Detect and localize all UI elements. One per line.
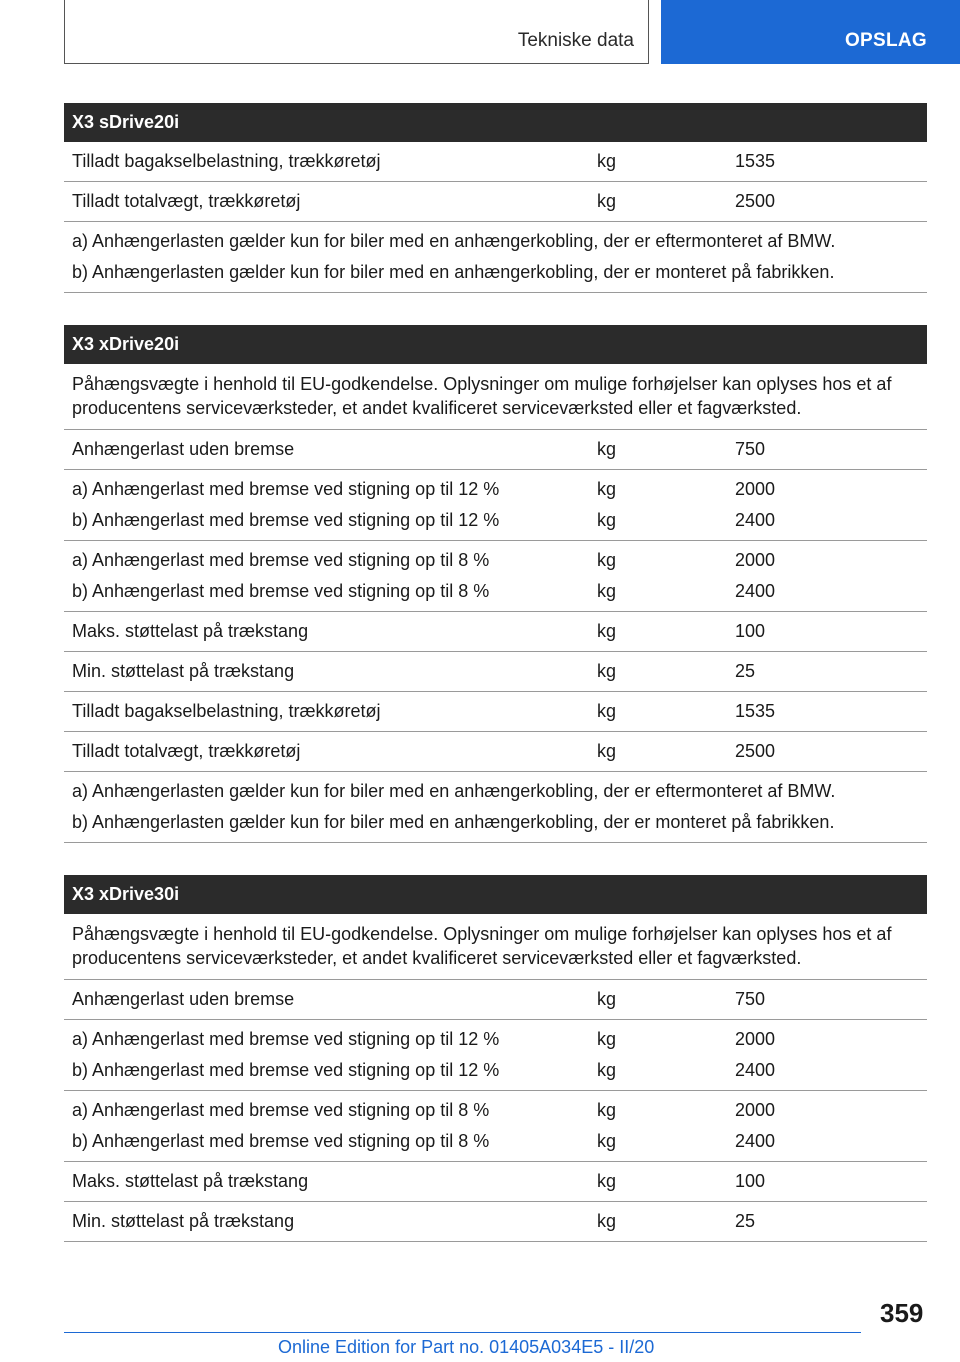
- value: 2500: [735, 741, 776, 761]
- footer-divider: [64, 1332, 861, 1333]
- value-cell: [727, 190, 927, 212]
- footnote: a) Anhængerlasten gælder kun for biler med en anhængerkobling, der er eftermonteret af BMW.: [72, 231, 836, 251]
- unit-cell: [589, 1099, 727, 1152]
- row-label-cell: [64, 1028, 589, 1081]
- unit: kg: [597, 661, 617, 681]
- value: 100: [735, 1171, 766, 1191]
- table-row: [64, 980, 927, 1020]
- unit: kg: [597, 1060, 617, 1080]
- value-cell: [727, 620, 927, 642]
- unit: kg: [597, 510, 617, 530]
- value: 1535: [735, 151, 776, 171]
- value: 2400: [735, 1131, 776, 1151]
- footnote: a) Anhængerlasten gælder kun for biler med en anhængerkobling, der er eftermonteret af BMW.: [72, 781, 836, 801]
- value: 1535: [735, 701, 776, 721]
- unit: kg: [597, 621, 617, 641]
- row-label: Tilladt totalvægt, trækkøretøj: [72, 191, 301, 211]
- row-label-cell: [64, 1099, 589, 1152]
- value-cell: [727, 1099, 927, 1152]
- row-label-cell: [64, 1210, 589, 1232]
- spec-tables: [64, 103, 927, 1274]
- value-cell: [727, 700, 927, 722]
- row-label-cell: [64, 438, 589, 460]
- spec-section: [64, 325, 927, 843]
- row-label: a) Anhængerlast med bremse ved stigning op til 12 %: [72, 1029, 500, 1049]
- row-label: b) Anhængerlast med bremse ved stigning op til 8 %: [72, 581, 490, 601]
- header-box: [64, 0, 649, 64]
- table-row: [64, 541, 927, 612]
- table-row: [64, 1020, 927, 1091]
- unit: kg: [597, 550, 617, 570]
- unit-cell: [589, 549, 727, 602]
- unit-cell: [589, 1028, 727, 1081]
- unit: kg: [597, 191, 617, 211]
- value: 750: [735, 439, 766, 459]
- unit: kg: [597, 1131, 617, 1151]
- row-label-cell: [64, 478, 589, 531]
- row-label-cell: [64, 988, 589, 1010]
- spec-section: [64, 875, 927, 1242]
- unit: kg: [597, 701, 617, 721]
- row-label: Tilladt bagakselbelastning, trækkøretøj: [72, 701, 381, 721]
- unit-cell: [589, 660, 727, 682]
- row-label-cell: [64, 190, 589, 212]
- unit-cell: [589, 740, 727, 762]
- footnotes: [64, 772, 927, 843]
- unit-cell: [589, 150, 727, 172]
- row-label: a) Anhængerlast med bremse ved stigning op til 8 %: [72, 550, 490, 570]
- value: 25: [735, 1211, 756, 1231]
- value-cell: [727, 988, 927, 1010]
- unit: kg: [597, 741, 617, 761]
- value: 25: [735, 661, 756, 681]
- row-label-cell: [64, 549, 589, 602]
- table-row: [64, 732, 927, 772]
- value-cell: [727, 660, 927, 682]
- section-tab[interactable]: [661, 0, 960, 64]
- row-label: Anhængerlast uden bremse: [72, 989, 295, 1009]
- footnote: b) Anhængerlasten gælder kun for biler med en anhængerkobling, der er monteret på fabrikken.: [72, 262, 835, 282]
- unit-cell: [589, 620, 727, 642]
- value-cell: [727, 478, 927, 531]
- value: 2000: [735, 1100, 776, 1120]
- table-row: [64, 182, 927, 222]
- page-number: 359: [880, 1298, 924, 1328]
- table-row: [64, 142, 927, 182]
- table-row: [64, 1162, 927, 1202]
- value: 2500: [735, 191, 776, 211]
- table-row: [64, 430, 927, 470]
- unit: kg: [597, 1171, 617, 1191]
- value: 2400: [735, 1060, 776, 1080]
- unit: kg: [597, 581, 617, 601]
- unit-cell: [589, 1210, 727, 1232]
- footnotes: [64, 222, 927, 293]
- unit-cell: [589, 478, 727, 531]
- value-cell: [727, 549, 927, 602]
- value: 750: [735, 989, 766, 1009]
- row-label: Maks. støttelast på trækstang: [72, 1171, 309, 1191]
- row-label-cell: [64, 660, 589, 682]
- footnote: b) Anhængerlasten gælder kun for biler med en anhængerkobling, der er monteret på fabrikken.: [72, 812, 835, 832]
- unit: kg: [597, 479, 617, 499]
- value-cell: [727, 1210, 927, 1232]
- table-row: [64, 612, 927, 652]
- row-label-cell: [64, 740, 589, 762]
- section-intro: Påhængsvægte i henhold til EU-godkendelse. Oplysninger om mulige forhøjelser kan oplyses hos et af producentens serviceværksteder, et andet kvalificeret serviceværksted eller et fagværksted.: [64, 914, 927, 980]
- spec-section: [64, 103, 927, 293]
- unit: kg: [597, 989, 617, 1009]
- row-label-cell: [64, 620, 589, 642]
- row-label: Min. støttelast på trækstang: [72, 661, 295, 681]
- row-label: Min. støttelast på trækstang: [72, 1211, 295, 1231]
- section-heading: X3 xDrive30i: [64, 875, 927, 914]
- unit: kg: [597, 151, 617, 171]
- unit-cell: [589, 190, 727, 212]
- row-label-cell: [64, 1170, 589, 1192]
- table-row: [64, 1091, 927, 1162]
- row-label-cell: [64, 700, 589, 722]
- table-row: [64, 652, 927, 692]
- unit: kg: [597, 1211, 617, 1231]
- unit-cell: [589, 1170, 727, 1192]
- chapter-title: Tekniske data: [517, 30, 634, 51]
- row-label: b) Anhængerlast med bremse ved stigning op til 12 %: [72, 1060, 500, 1080]
- value: 100: [735, 621, 766, 641]
- row-label: b) Anhængerlast med bremse ved stigning op til 8 %: [72, 1131, 490, 1151]
- row-label-cell: [64, 150, 589, 172]
- unit-cell: [589, 700, 727, 722]
- value: 2400: [735, 510, 776, 530]
- section-intro: Påhængsvægte i henhold til EU-godkendelse. Oplysninger om mulige forhøjelser kan oplyses hos et af producentens serviceværksteder, et andet kvalificeret serviceværksted eller et fagværksted.: [64, 364, 927, 430]
- value-cell: [727, 1170, 927, 1192]
- section-tab-label: OPSLAG: [844, 30, 927, 51]
- value-cell: [727, 740, 927, 762]
- table-row: [64, 692, 927, 732]
- section-heading: X3 sDrive20i: [64, 103, 927, 142]
- value: 2000: [735, 1029, 776, 1049]
- row-label: Tilladt totalvægt, trækkøretøj: [72, 741, 301, 761]
- value-cell: [727, 150, 927, 172]
- row-label: b) Anhængerlast med bremse ved stigning op til 12 %: [72, 510, 500, 530]
- table-row: [64, 470, 927, 541]
- unit: kg: [597, 439, 617, 459]
- edition-text: Online Edition for Part no. 01405A034E5 - II/20: [278, 1337, 655, 1357]
- row-label: a) Anhængerlast med bremse ved stigning op til 8 %: [72, 1100, 490, 1120]
- unit-cell: [589, 988, 727, 1010]
- value: 2000: [735, 479, 776, 499]
- row-label: Maks. støttelast på trækstang: [72, 621, 309, 641]
- value-cell: [727, 1028, 927, 1081]
- value-cell: [727, 438, 927, 460]
- row-label: a) Anhængerlast med bremse ved stigning op til 12 %: [72, 479, 500, 499]
- table-row: [64, 1202, 927, 1242]
- unit: kg: [597, 1029, 617, 1049]
- unit-cell: [589, 438, 727, 460]
- value: 2400: [735, 581, 776, 601]
- section-heading: X3 xDrive20i: [64, 325, 927, 364]
- unit: kg: [597, 1100, 617, 1120]
- value: 2000: [735, 550, 776, 570]
- row-label: Tilladt bagakselbelastning, trækkøretøj: [72, 151, 381, 171]
- row-label: Anhængerlast uden bremse: [72, 439, 295, 459]
